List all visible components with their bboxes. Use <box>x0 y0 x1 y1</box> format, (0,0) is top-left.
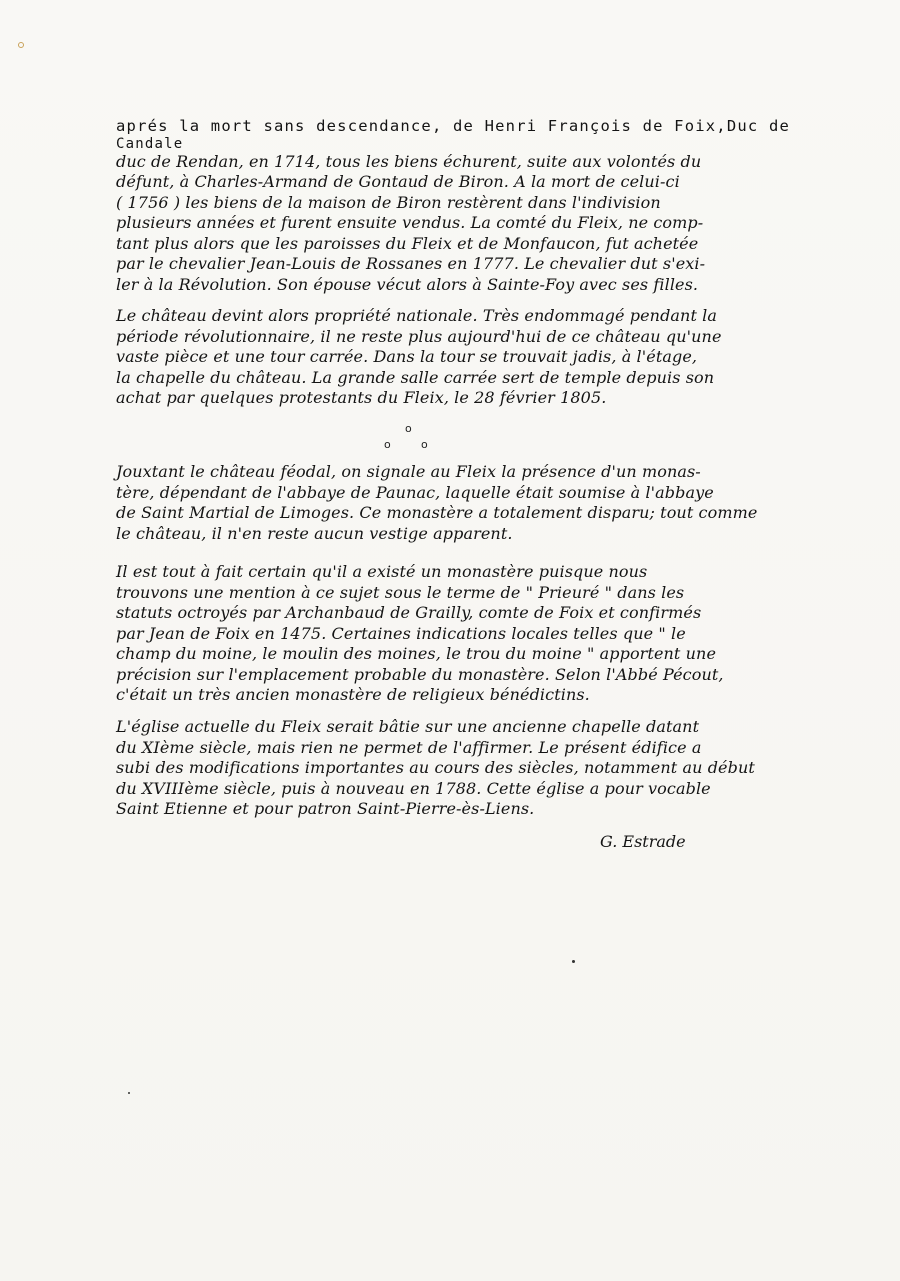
section-separator <box>378 422 438 452</box>
text-line: subi des modifications importantes au cours des siècles, notamment au début <box>116 758 755 777</box>
text-line: vaste pièce et une tour carrée. Dans la tour se trouvait jadis, à l'étage, <box>116 347 698 366</box>
text-line: ler à la Révolution. Son épouse vécut alors à Sainte-Foy avec ses filles. <box>116 274 699 294</box>
separator-mark: o <box>405 422 412 435</box>
text-line: par Jean de Foix en 1475. Certaines indications locales telles que " le <box>116 623 686 643</box>
text-line: Jouxtant le château féodal, on signale au Fleix la présence d'un monas- <box>116 462 701 481</box>
text-line: champ du moine, le moulin des moines, le trou du moine " apportent une <box>116 644 717 663</box>
text-line: tère, dépendant de l'abbaye de Paunac, laquelle était soumise à l'abbaye <box>116 482 714 502</box>
text-line: statuts octroyés par Archanbaud de Grailly, comte de Foix et confirmés <box>116 603 702 622</box>
text-line: c'était un très ancien monastère de religieux bénédictins. <box>116 685 590 704</box>
paragraph-eglise <box>116 717 796 820</box>
text-line: aprés la mort sans descendance, de Henri François de Foix,Duc de <box>116 117 791 135</box>
separator-mark: o <box>421 438 428 451</box>
author-signature: G. Estrade <box>600 832 686 851</box>
text-line: duc de Rendan, en 1714, tous les biens échurent, suite aux volontés du <box>116 151 702 171</box>
paragraph-succession <box>116 116 796 295</box>
paper-speck <box>128 1092 130 1094</box>
margin-mark <box>18 42 24 48</box>
separator-mark: o <box>384 438 391 451</box>
text-line: la chapelle du château. La grande salle carrée sert de temple depuis son <box>116 367 715 387</box>
text-line: par le chevalier Jean-Louis de Rossanes en 1777. Le chevalier dut s'exi- <box>116 254 706 273</box>
text-line: tant plus alors que les paroisses du Fleix et de Monfaucon, fut achetée <box>116 233 699 253</box>
text-line: L'église actuelle du Fleix serait bâtie sur une ancienne chapelle datant <box>116 717 700 736</box>
text-line: Il est tout à fait certain qu'il a existé un monastère puisque nous <box>116 562 648 581</box>
text-line: du XVIIIème siècle, puis à nouveau en 1788. Cette église a pour vocable <box>116 778 711 798</box>
text-line: période révolutionnaire, il ne reste plus aujourd'hui de ce château qu'une <box>116 326 722 346</box>
text-line: plusieurs années et furent ensuite vendus. La comté du Fleix, ne comp- <box>116 213 704 232</box>
text-line: trouvons une mention à ce sujet sous le terme de " Prieuré " dans les <box>116 582 685 602</box>
text-line: achat par quelques protestants du Fleix, le 28 février 1805. <box>116 388 607 407</box>
text-line: Candale <box>116 135 184 152</box>
text-line: précision sur l'emplacement probable du monastère. Selon l'Abbé Pécout, <box>116 664 724 684</box>
text-line: de Saint Martial de Limoges. Ce monastère a totalement disparu; tout comme <box>116 503 758 522</box>
paragraph-monastere <box>116 462 796 544</box>
paragraph-chateau <box>116 306 796 409</box>
paper-speck <box>572 960 575 963</box>
text-line: ( 1756 ) les biens de la maison de Biron restèrent dans l'indivision <box>116 192 661 212</box>
paragraph-prieure <box>116 562 796 706</box>
text-line: du XIème siècle, mais rien ne permet de l'affirmer. Le présent édifice a <box>116 737 702 757</box>
text-line: défunt, à Charles-Armand de Gontaud de Biron. A la mort de celui-ci <box>116 172 680 191</box>
text-line: Le château devint alors propriété nationale. Très endommagé pendant la <box>116 306 718 325</box>
text-line: le château, il n'en reste aucun vestige apparent. <box>116 523 513 543</box>
text-line: Saint Etienne et pour patron Saint-Pierre-ès-Liens. <box>116 799 535 818</box>
